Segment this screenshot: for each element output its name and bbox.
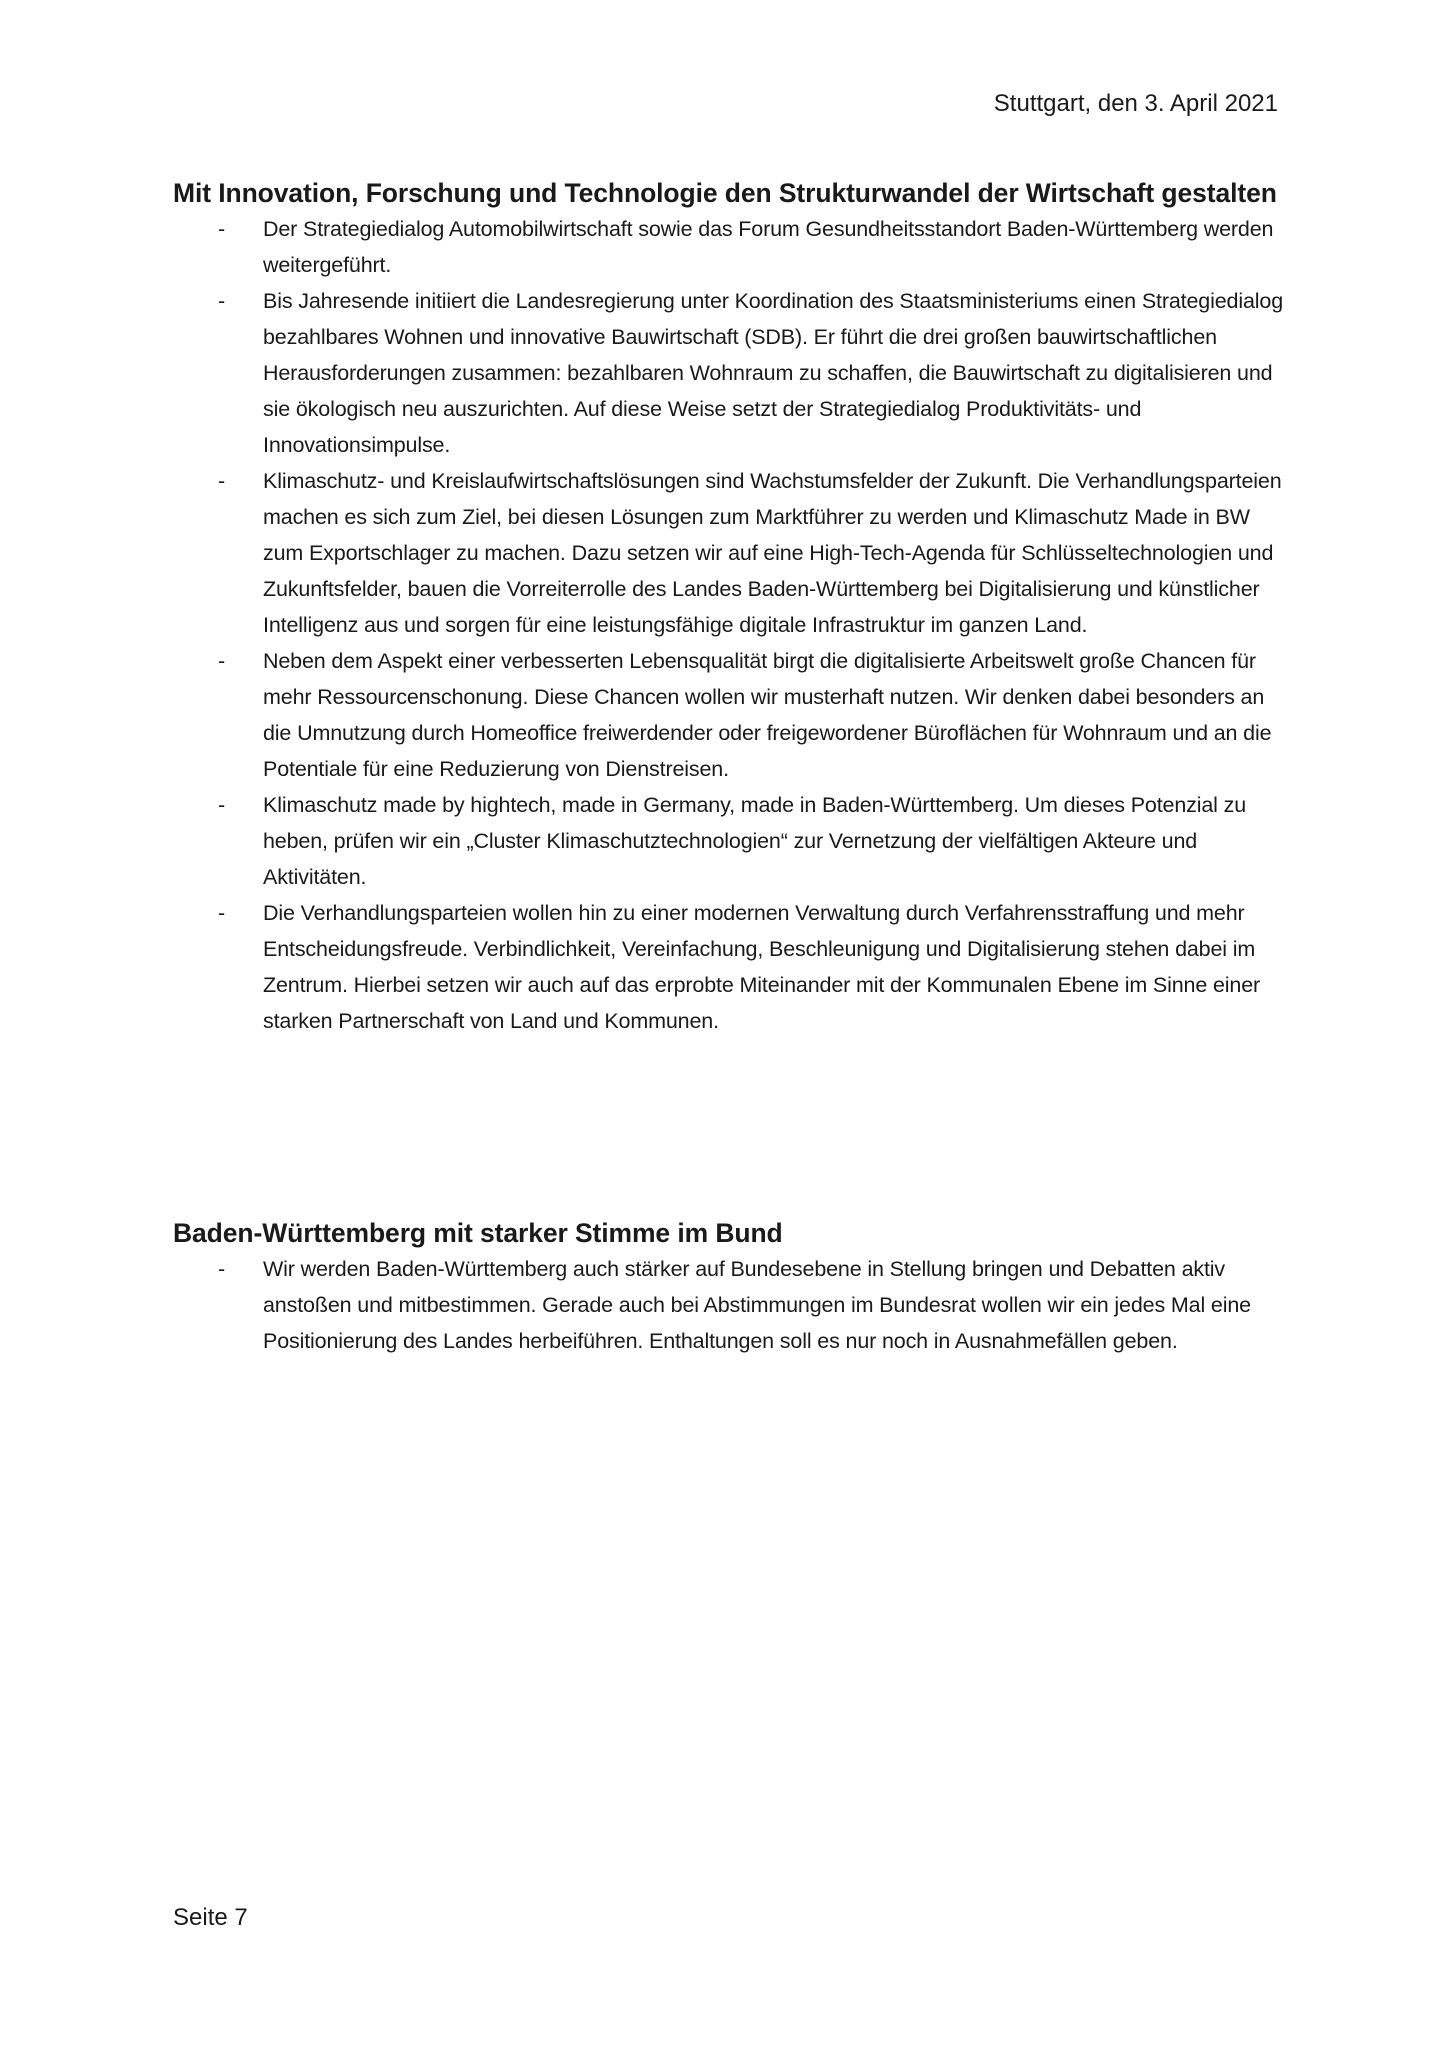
section-heading: Baden-Württemberg mit starker Stimme im Bund bbox=[173, 1218, 783, 1248]
list-item-text: Klimaschutz- und Kreislaufwirtschaftslösungen sind Wachstumsfelder der Zukunft. Die Verhandlungsparteien machen es sich zum Ziel, bei diesen Lösungen zum Marktführer zu werden und Klimaschutz Made in BW zum Exportschlager zu machen. Dazu setzen wir auf eine High-Tech-Agenda für Schlüsseltechnologien und Zukunftsfelder, bauen die Vorreiterrolle des Landes Baden-Württemberg bei Digitalisierung und künstlicher Intelligenz aus und sorgen für eine leistungsfähige digitale Infrastruktur im ganzen Land. bbox=[263, 469, 1282, 637]
bullet-dash: - bbox=[218, 217, 226, 241]
list-item bbox=[173, 895, 1283, 1039]
section-bund bbox=[173, 1215, 1283, 1359]
list-item-text: Neben dem Aspekt einer verbesserten Lebensqualität birgt die digitalisierte Arbeitswelt große Chancen für mehr Ressourcenschonung. Diese Chancen wollen wir musterhaft nutzen. Wir denken dabei besonders an die Umnutzung durch Homeoffice freiwerdender oder freigewordener Büroflächen für Wohnraum und an die Potentiale für eine Reduzierung von Dienstreisen. bbox=[263, 649, 1272, 781]
bullet-list bbox=[173, 211, 1283, 1039]
document-date: Stuttgart, den 3. April 2021 bbox=[993, 90, 1278, 117]
list-item-text: Der Strategiedialog Automobilwirtschaft sowie das Forum Gesundheitsstandort Baden-Württemberg werden weitergeführt. bbox=[263, 217, 1274, 277]
list-item-text: Wir werden Baden-Württemberg auch stärker auf Bundesebene in Stellung bringen und Debatten aktiv anstoßen und mitbestimmen. Gerade auch bei Abstimmungen im Bundesrat wollen wir ein jedes Mal eine Positionierung des Landes herbeiführen. Enthaltungen soll es nur noch in Ausnahmefällen geben. bbox=[263, 1257, 1251, 1353]
page-number: Seite 7 bbox=[173, 1904, 248, 1931]
list-item bbox=[173, 787, 1283, 895]
bullet-dash: - bbox=[218, 793, 226, 817]
bullet-dash: - bbox=[218, 469, 226, 493]
list-item bbox=[173, 283, 1283, 463]
bullet-list bbox=[173, 1251, 1283, 1359]
section-heading: Mit Innovation, Forschung und Technologie den Strukturwandel der Wirtschaft gestalten bbox=[173, 178, 1277, 208]
list-item-text: Die Verhandlungsparteien wollen hin zu einer modernen Verwaltung durch Verfahrensstraffung und mehr Entscheidungsfreude. Verbindlichkeit, Vereinfachung, Beschleunigung und Digitalisierung stehen dabei im Zentrum. Hierbei setzen wir auch auf das erprobte Miteinander mit der Kommunalen Ebene im Sinne einer starken Partnerschaft von Land und Kommunen. bbox=[263, 901, 1261, 1033]
list-item bbox=[173, 1251, 1283, 1359]
list-item-text: Bis Jahresende initiiert die Landesregierung unter Koordination des Staatsministeriums einen Strategiedialog bezahlbares Wohnen und innovative Bauwirtschaft (SDB). Er führt die drei großen bauwirtschaftlichen Herausforderungen zusammen: bezahlbaren Wohnraum zu schaffen, die Bauwirtschaft zu digitalisieren und sie ökologisch neu auszurichten. Auf diese Weise setzt der Strategiedialog Produktivitäts- und Innovationsimpulse. bbox=[263, 289, 1283, 457]
bullet-dash: - bbox=[218, 649, 226, 673]
list-item bbox=[173, 643, 1283, 787]
section-innovation bbox=[173, 175, 1283, 1039]
list-item bbox=[173, 463, 1283, 643]
bullet-dash: - bbox=[218, 901, 226, 925]
bullet-dash: - bbox=[218, 1257, 226, 1281]
list-item-text: Klimaschutz made by hightech, made in Germany, made in Baden-Württemberg. Um dieses Potenzial zu heben, prüfen wir ein „Cluster Klimaschutztechnologien“ zur Vernetzung der vielfältigen Akteure und Aktivitäten. bbox=[263, 793, 1247, 889]
bullet-dash: - bbox=[218, 289, 226, 313]
list-item bbox=[173, 211, 1283, 283]
